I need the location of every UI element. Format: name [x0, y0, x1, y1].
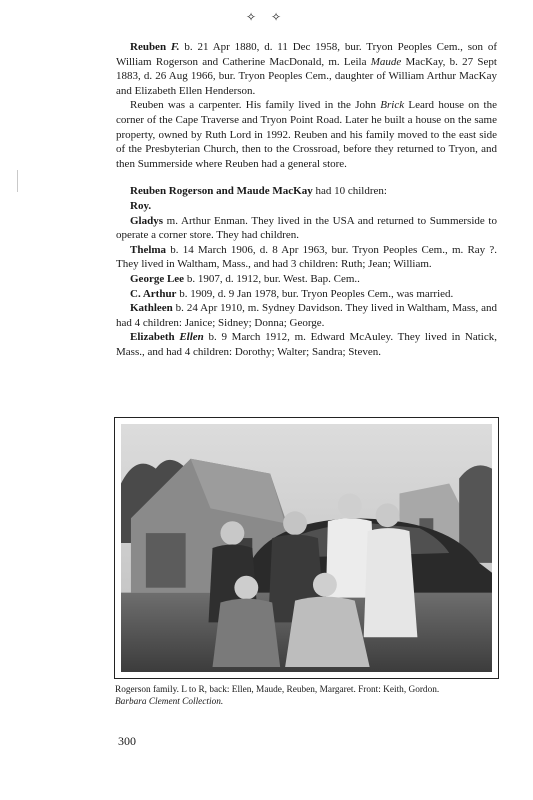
caption-credit: Barbara Clement Collection. — [115, 697, 224, 707]
section-ornament: ✧ ✧ — [245, 10, 288, 24]
child-roy: Roy. — [130, 199, 152, 212]
page-number: 300 — [118, 734, 136, 748]
child-elizabeth: Elizabeth Ellen b. 9 March 1912, m. Edward McAuley. They lived in Natick, Mass., and had 4 children: Dorothy; Walter; Sandra; Steven. — [116, 331, 497, 358]
body-text — [116, 40, 497, 359]
family-photo-image — [121, 424, 492, 672]
family-photograph — [114, 417, 499, 679]
child-george: George Lee b. 1907, d. 1912, bur. West. Bap. Cem.. — [130, 272, 360, 285]
photo-caption — [115, 684, 510, 708]
children-intro: Reuben Rogerson and Maude MacKay had 10 children: — [130, 185, 387, 198]
child-kathleen: Kathleen b. 24 Apr 1910, m. Sydney Davidson. They lived in Waltham, Mass, and had 4 children: Janice; Sidney; Donna; George. — [116, 302, 497, 329]
paragraph-carpenter: Reuben was a carpenter. His family lived in the John Brick Leard house on the corner of the Cape Traverse and Tryon Point Road. Later he built a house on the same property, owned by Ruth Lord in 1992. Reuben and his family moved to the east side of the Presbyterian Church, then to the Crossroad, before they returned to Tryon, and then Summerside where Reuben had a general store. — [116, 99, 498, 170]
entry-reuben-name: Reuben F. — [130, 41, 180, 53]
caption-text: Rogerson family. L to R, back: Ellen, Maude, Reuben, Margaret. Front: Keith, Gordon. — [115, 685, 440, 695]
entry-reuben: Reuben F. b. 21 Apr 1880, d. 11 Dec 1958, bur. Tryon Peoples Cem., son of William Rogerson and Catherine MacDonald, m. Leila Maude MacKay, b. 27 Sept 1883, d. 26 Aug 1966, bur. Tryon Peoples Cem., daughter of William Arthur MacKay and Elizabeth Ellen Henderson. — [116, 41, 497, 97]
child-thelma: Thelma b. 14 March 1906, d. 8 Apr 1963, bur. Tryon Peoples Cem., m. Ray ?. They lived in Waltham, Mass., and had 3 children: Ruth; Jean; William. — [116, 243, 497, 271]
margin-mark — [17, 170, 18, 192]
child-gladys: Gladys m. Arthur Enman. They lived in the USA and returned to Summerside to operate a corner store. They had children. — [116, 214, 497, 242]
child-arthur: C. Arthur b. 1909, d. 9 Jan 1978, bur. Tryon Peoples Cem., was married. — [130, 287, 454, 300]
